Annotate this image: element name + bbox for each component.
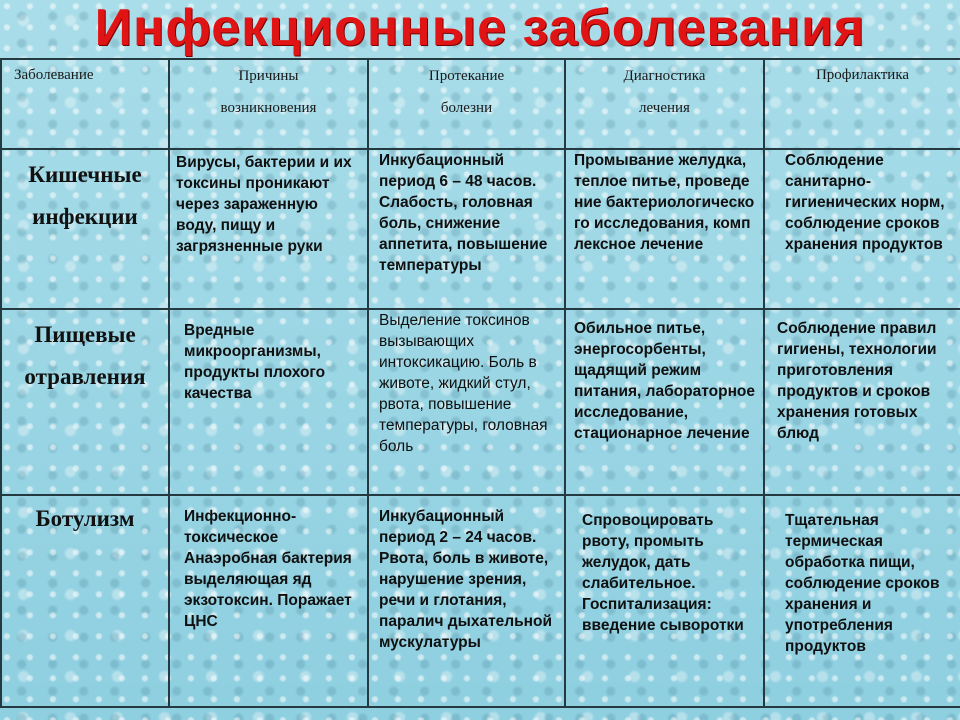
row-disease-cell: Пищевые отравления bbox=[1, 309, 169, 495]
row-disease-cell: Ботулизм bbox=[1, 495, 169, 707]
row-causes-cell: Вирусы, бактерии и их токсины проникают через зараженную воду, пищу и загрязненные руки bbox=[169, 149, 368, 309]
header-causes: Причины возникновения bbox=[169, 59, 368, 149]
header-prevention: Профилактика bbox=[764, 59, 960, 149]
row-course-cell: Выделение токсинов вызывающих интоксикацию. Боль в животе, жидкий стул, рвота, повышение температуры, головная боль bbox=[368, 309, 565, 495]
page-title: Инфекционные заболевания bbox=[94, 0, 866, 57]
header-course: Протекание болезни bbox=[368, 59, 565, 149]
row-course-cell: Инкубационный период 6 – 48 часов. Слабость, головная боль, снижение аппетита, повышение температуры bbox=[368, 149, 565, 309]
row-causes-cell: Инфекционно-токсическое Анаэробная бактерия выделяющая яд экзотоксин. Поражает ЦНС bbox=[169, 495, 368, 707]
header-disease: Заболевание bbox=[1, 59, 169, 149]
diseases-table bbox=[0, 58, 960, 708]
row-course-cell: Инкубационный период 2 – 24 часов. Рвота, боль в животе, нарушение зрения, речи и глотания, паралич дыхательной мускулатуры bbox=[368, 495, 565, 707]
row-diagnostics-cell: Промывание желудка, теплое питье, проведение бактериологического исследования, комплексное лечение bbox=[565, 149, 764, 309]
header-diagnostics: Диагностика лечения bbox=[565, 59, 764, 149]
table-header-row bbox=[1, 59, 960, 149]
row-prevention-cell: Тщательная термическая обработка пищи, соблюдение сроков хранения и употребления продуктов bbox=[764, 495, 960, 707]
row-diagnostics-cell: Обильное питье, энергосорбенты, щадящий режим питания, лабораторное исследование, стационарное лечение bbox=[565, 309, 764, 495]
table-row bbox=[1, 495, 960, 707]
table-row bbox=[1, 309, 960, 495]
table-row bbox=[1, 149, 960, 309]
row-disease-cell: Кишечные инфекции bbox=[1, 149, 169, 309]
row-prevention-cell: Соблюдение правил гигиены, технологии приготовления продуктов и сроков хранения готовых блюд bbox=[764, 309, 960, 495]
row-diagnostics-cell: Спровоцировать рвоту, промыть желудок, дать слабительное. Госпитализация: введение сыворотки bbox=[565, 495, 764, 707]
row-prevention-cell: Соблюдение санитарно-гигиенических норм, соблюдение сроков хранения продуктов bbox=[764, 149, 960, 309]
row-causes-cell: Вредные микроорганизмы, продукты плохого качества bbox=[169, 309, 368, 495]
